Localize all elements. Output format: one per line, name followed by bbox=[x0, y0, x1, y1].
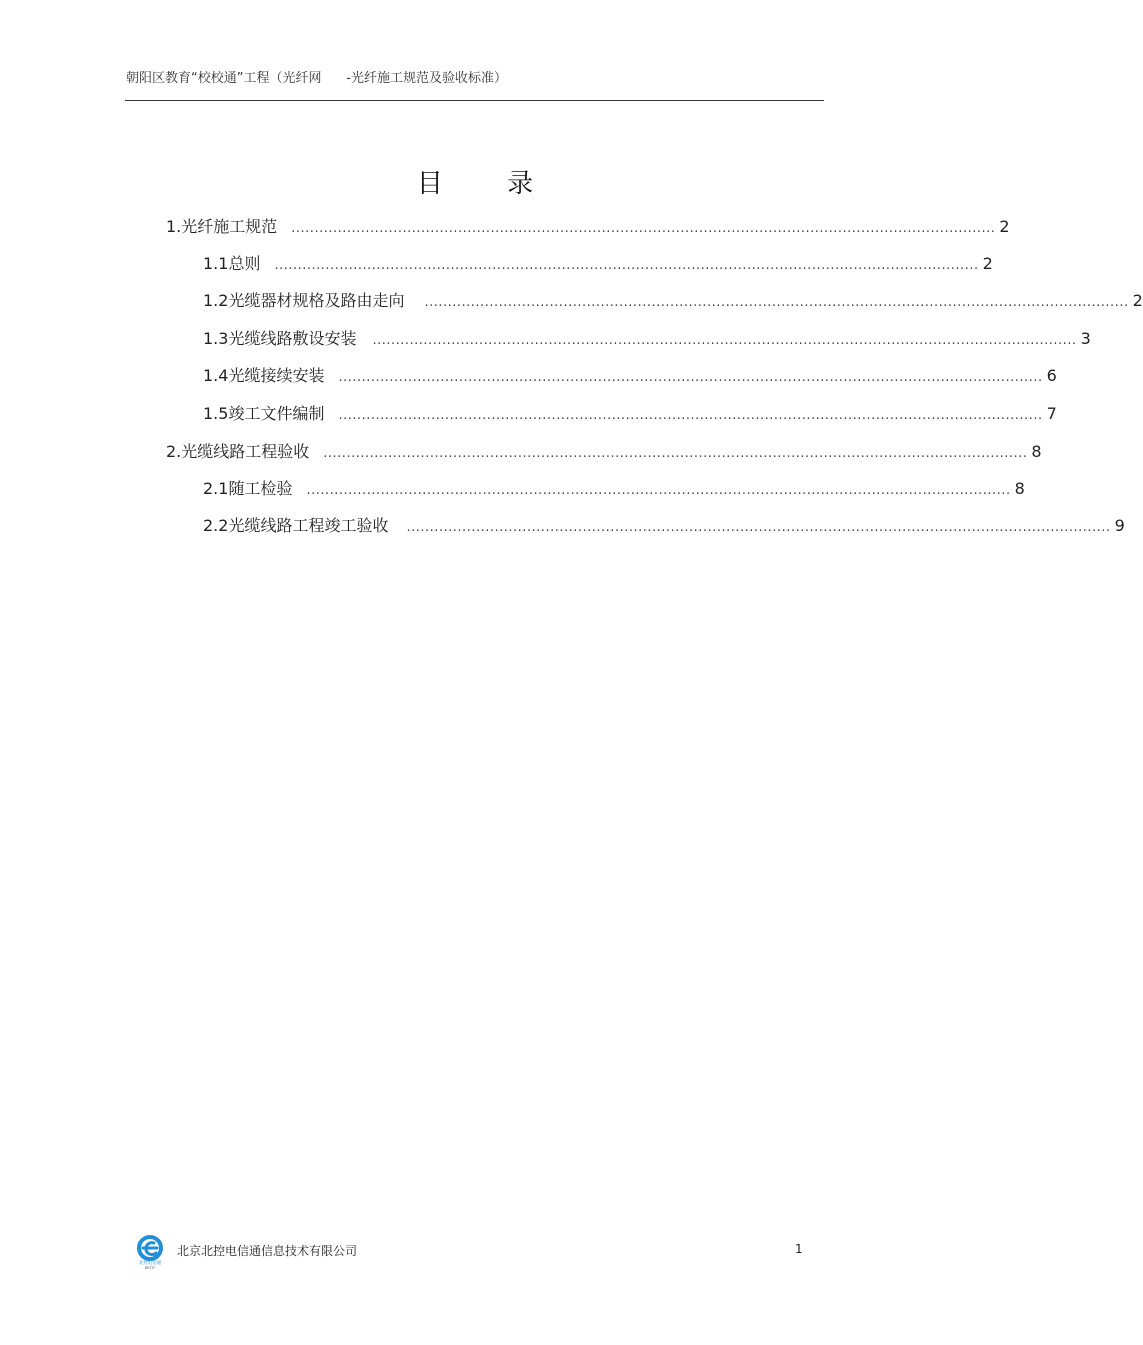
toc-entry-label: 光纤施工规范 bbox=[181, 217, 278, 236]
toc-leader-dots: ........................................................................................................................................................ bbox=[338, 408, 1043, 423]
toc-leader-dots: ........................................................................................................................................................ bbox=[338, 370, 1043, 385]
company-name: 北京北控电信通信息技术有限公司 bbox=[177, 1244, 358, 1258]
toc-leader-dots: ........................................................................................................................................................ bbox=[406, 520, 1111, 535]
toc-entry-number: 1.4 bbox=[203, 366, 229, 385]
logo-text: 北控电信通 bbox=[138, 1261, 162, 1266]
toc-entry-1-2[interactable] bbox=[203, 288, 1143, 310]
toc-entry-1-1[interactable] bbox=[203, 251, 993, 273]
toc-entry-label: 竣工文件编制 bbox=[228, 404, 325, 423]
company-logo bbox=[134, 1235, 166, 1271]
toc-entry-1[interactable] bbox=[166, 214, 1010, 236]
table-of-contents bbox=[0, 0, 1143, 560]
toc-entry-page: 2 bbox=[999, 217, 1010, 236]
toc-entry-number: 2.2 bbox=[203, 516, 229, 535]
toc-entry-1-5[interactable] bbox=[203, 401, 1057, 423]
toc-leader-dots: ........................................................................................................................................................ bbox=[291, 221, 996, 236]
logo-subtext: BETIT bbox=[145, 1266, 155, 1270]
toc-entry-number: 1.1 bbox=[203, 254, 229, 273]
toc-entry-1-4[interactable] bbox=[203, 363, 1057, 385]
toc-entry-number: 1. bbox=[166, 217, 182, 236]
toc-entry-page: 2 bbox=[982, 254, 993, 273]
toc-entry-page: 7 bbox=[1046, 404, 1057, 423]
toc-entry-label: 光缆器材规格及路由走向 bbox=[228, 291, 405, 310]
toc-entry-2[interactable] bbox=[166, 439, 1042, 461]
toc-entry-2-1[interactable] bbox=[203, 476, 1025, 498]
toc-entry-label: 光缆接续安装 bbox=[228, 366, 325, 385]
toc-entry-label: 光缆线路敷设安装 bbox=[228, 329, 357, 348]
toc-entry-2-2[interactable] bbox=[203, 513, 1125, 535]
toc-entry-page: 8 bbox=[1014, 479, 1025, 498]
toc-entry-number: 2. bbox=[166, 442, 182, 461]
header-title: 朝阳区教育“校校通”工程（光纤网 -光纤施工规范及验收标准） bbox=[126, 71, 507, 86]
page-number: 1 bbox=[795, 1242, 803, 1256]
toc-entry-page: 3 bbox=[1080, 329, 1091, 348]
toc-leader-dots: ........................................................................................................................................................ bbox=[372, 333, 1077, 348]
toc-entry-page: 9 bbox=[1114, 516, 1125, 535]
toc-entry-page: 2 bbox=[1132, 291, 1143, 310]
toc-entry-label: 光缆线路工程验收 bbox=[181, 442, 310, 461]
toc-leader-dots: ........................................................................................................................................................ bbox=[274, 258, 979, 273]
toc-entry-label: 光缆线路工程竣工验收 bbox=[228, 516, 389, 535]
toc-entry-number: 2.1 bbox=[203, 479, 229, 498]
toc-entry-page: 6 bbox=[1046, 366, 1057, 385]
toc-entry-number: 1.5 bbox=[203, 404, 229, 423]
toc-entry-number: 1.2 bbox=[203, 291, 229, 310]
toc-entry-label: 随工检验 bbox=[228, 479, 293, 498]
toc-leader-dots: ........................................................................................................................................................ bbox=[306, 483, 1011, 498]
toc-entry-1-3[interactable] bbox=[203, 326, 1091, 348]
toc-leader-dots: ........................................................................................................................................................ bbox=[323, 446, 1028, 461]
toc-leader-dots: ........................................................................................................................................................ bbox=[424, 295, 1129, 310]
toc-entry-number: 1.3 bbox=[203, 329, 229, 348]
toc-entry-label: 总则 bbox=[228, 254, 261, 273]
toc-title: 目 录 bbox=[416, 169, 562, 199]
toc-entry-page: 8 bbox=[1031, 442, 1042, 461]
